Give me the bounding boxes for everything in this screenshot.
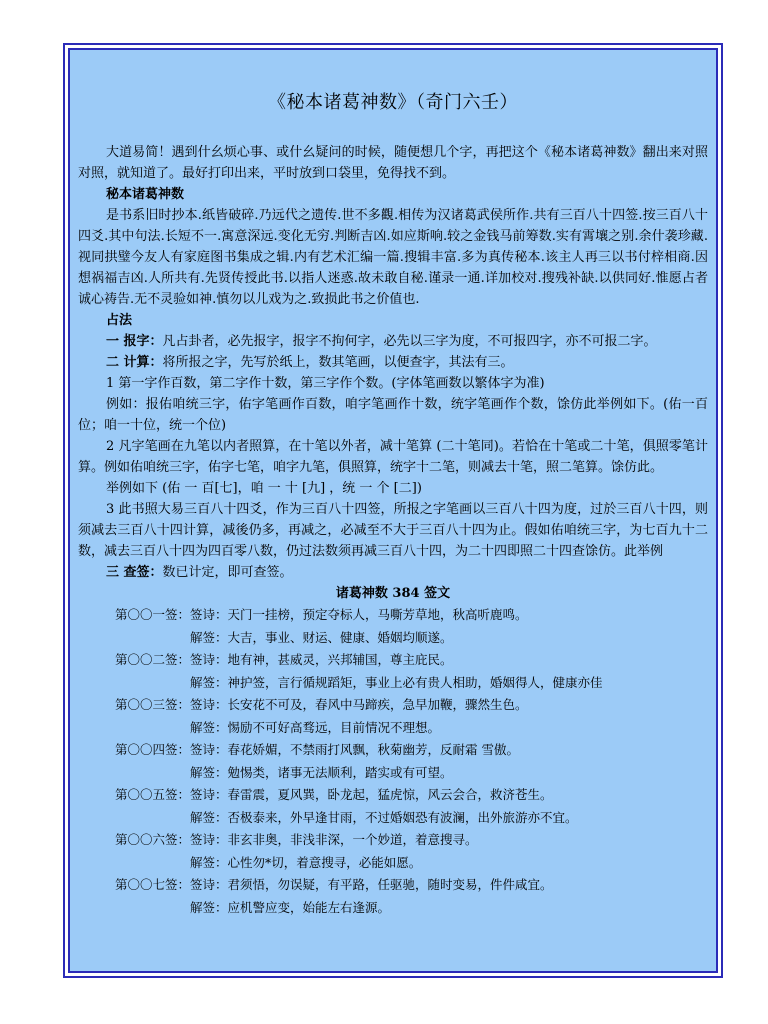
lot-explanation: 解签：心性勿*切，着意搜寻，必能如愿。 — [190, 854, 422, 870]
lot-explanation: 解签：否极泰来，外早逢甘雨，不过婚姻恐有波澜，出外旅游亦不宜。 — [190, 809, 578, 825]
lot-explanation: 解签：神护签，言行循规蹈矩，事业上必有贵人相助，婚姻得人，健康亦佳 — [190, 674, 603, 690]
step-3-text: 数已计定，即可查签。 — [162, 565, 293, 580]
lot-explain-row — [78, 762, 708, 785]
document-panel — [68, 48, 718, 973]
heading-method: 占法 — [106, 313, 133, 328]
step-1 — [78, 331, 708, 352]
lot-number: 第〇〇五签： — [114, 787, 190, 802]
lot-explain-row — [78, 852, 708, 875]
step-3 — [78, 562, 708, 583]
lot-number: 第〇〇四签： — [114, 742, 190, 757]
lot-poem-row — [78, 604, 708, 627]
intro-paragraph: 大道易简！遇到什幺烦心事、或什幺疑问的时候，随便想几个字，再把这个《秘本诸葛神数》翻出来对照对照，就知道了。最好打印出来，平时放到口袋里，免得找不到。 — [78, 145, 708, 181]
lot-poem-row — [78, 784, 708, 807]
lot-spacer — [78, 897, 190, 920]
lot-explanation: 解签：惕励不可好高骛远，目前情况不理想。 — [190, 719, 441, 735]
lot-spacer — [78, 807, 190, 830]
page-frame — [63, 43, 723, 978]
lot-number: 第〇〇一签： — [114, 607, 190, 622]
step-2-label: 二 计算： — [106, 355, 163, 370]
lot-explanation: 解签：应机警应变，始能左右逢源。 — [190, 899, 391, 915]
lots-heading: 诸葛神数 384 签文 — [335, 586, 451, 601]
lot-poem: 签诗：君须悟，勿误疑，有平路，任驱驰，随时变易，件件咸宜。 — [190, 877, 553, 892]
lot-spacer — [78, 717, 190, 740]
lot-poem: 签诗：非玄非奥，非浅非深，一个妙道，着意搜寻。 — [190, 832, 478, 847]
lot-explanation: 解签：勉惕类，诸事无法顺利，踏实或有可望。 — [190, 764, 453, 780]
step-1-text: 凡占卦者，必先报字，报字不拘何字，必先以三字为度，不可报四字，亦不可报二字。 — [162, 334, 657, 349]
example-2: 举例如下 (佑 一 百[七]，咱 一 十 [九] ，统 一 个 [二]) — [106, 481, 422, 496]
lot-poem: 签诗：地有神，甚威灵，兴邦辅国，尊主庇民。 — [190, 652, 453, 667]
lot-explain-row — [78, 807, 708, 830]
lot-poem: 签诗：天门一挂榜，预定夺标人，马嘶芳草地，秋高听鹿鸣。 — [190, 607, 528, 622]
lot-explanation: 解签：大吉，事业、财运、健康、婚姻均顺遂。 — [190, 629, 453, 645]
lot-poem-row — [78, 649, 708, 672]
lot-spacer — [78, 762, 190, 785]
lot-poem: 签诗：春雷震，夏风巽，卧龙起，猛虎惊，风云会合，救济苍生。 — [190, 787, 553, 802]
lot-poem-row — [78, 739, 708, 762]
lot-spacer — [78, 672, 190, 695]
step-3-label: 三 查签： — [106, 565, 163, 580]
lots-list — [78, 604, 708, 919]
rule-1: 1 第一字作百数，第二字作十数，第三字作个数。(字体笔画数以繁体字为准) — [106, 376, 545, 391]
rule-3: 3 此书照大易三百八十四爻，作为三百八十四签，所报之字笔画以三百八十四为度，过於三百八十四，则须减去三百八十四计算，减後仍多，再减之，必减至不大于三百八十四为止。假如佑咱统三字，为七百九十二数，减去三百八十四为四百零八数，仍过法数须再减三百八十四，为二十四即照二十四查馀仿。此举例 — [78, 502, 708, 559]
lot-poem: 签诗：春花娇媚，不禁雨打风飘，秋菊幽芳，反耐霜 雪傲。 — [190, 742, 519, 757]
lot-poem-row — [78, 694, 708, 717]
lot-number: 第〇〇七签： — [114, 877, 190, 892]
rule-2: 2 凡字笔画在九笔以内者照算，在十笔以外者，减十笔算 (二十笔同)。若恰在十笔或二十笔，俱照零笔计算。例如佑咱统三字，佑字七笔，咱字九笔，俱照算，统字十二笔，则减去十笔，照二笔算。馀仿此。 — [78, 439, 708, 475]
lot-number: 第〇〇三签： — [114, 697, 190, 712]
lot-spacer — [78, 852, 190, 875]
step-2 — [78, 352, 708, 373]
step-1-label: 一 报字： — [106, 334, 163, 349]
example-1: 例如：报佑咱统三字，佑字笔画作百数，咱字笔画作十数，统字笔画作个数，馀仿此举例如下。(佑一百位；咱一十位，统一个位) — [78, 397, 708, 433]
heading-book: 秘本诸葛神数 — [106, 187, 185, 202]
page-title: 《秘本诸葛神数》（奇门六壬） — [268, 92, 518, 113]
lot-number: 第〇〇六签： — [114, 832, 190, 847]
lot-spacer — [78, 627, 190, 650]
book-description: 是书系旧时抄本.纸皆破碎.乃远代之遗传.世不多觀.相传为汉诸葛武侯所作.共有三百八十四签.按三百八十四爻.其中句法.长短不一.寓意深远.变化无穷.判断吉凶.如应斯响.较之金钱马前筹数.实有霄壤之别.余什袭珍藏.视同拱璧今友人有家庭图书集成之辑.内有艺术汇编一篇.搜辑丰富.多为真传秘本.该主人再三以书付梓相商.因想祸福吉凶.人所共有.先贤传授此书.以指人迷惑.故未敢自秘.谨录一通.详加校对.搜残补缺.以供同好.惟愿占者诚心祷告.无不灵验如神.慎勿以儿戏为之.致损此书之价值也. — [78, 208, 708, 307]
lot-poem-row — [78, 874, 708, 897]
lot-explain-row — [78, 897, 708, 920]
lot-number: 第〇〇二签： — [114, 652, 190, 667]
document-content — [70, 50, 716, 971]
lot-explain-row — [78, 672, 708, 695]
lot-explain-row — [78, 627, 708, 650]
lot-poem: 签诗：长安花不可及，春风中马蹄疾，急早加鞭，骤然生色。 — [190, 697, 528, 712]
lot-explain-row — [78, 717, 708, 740]
step-2-text: 将所报之字，先写於纸上，数其笔画，以便查字，其法有三。 — [162, 355, 514, 370]
lot-poem-row — [78, 829, 708, 852]
